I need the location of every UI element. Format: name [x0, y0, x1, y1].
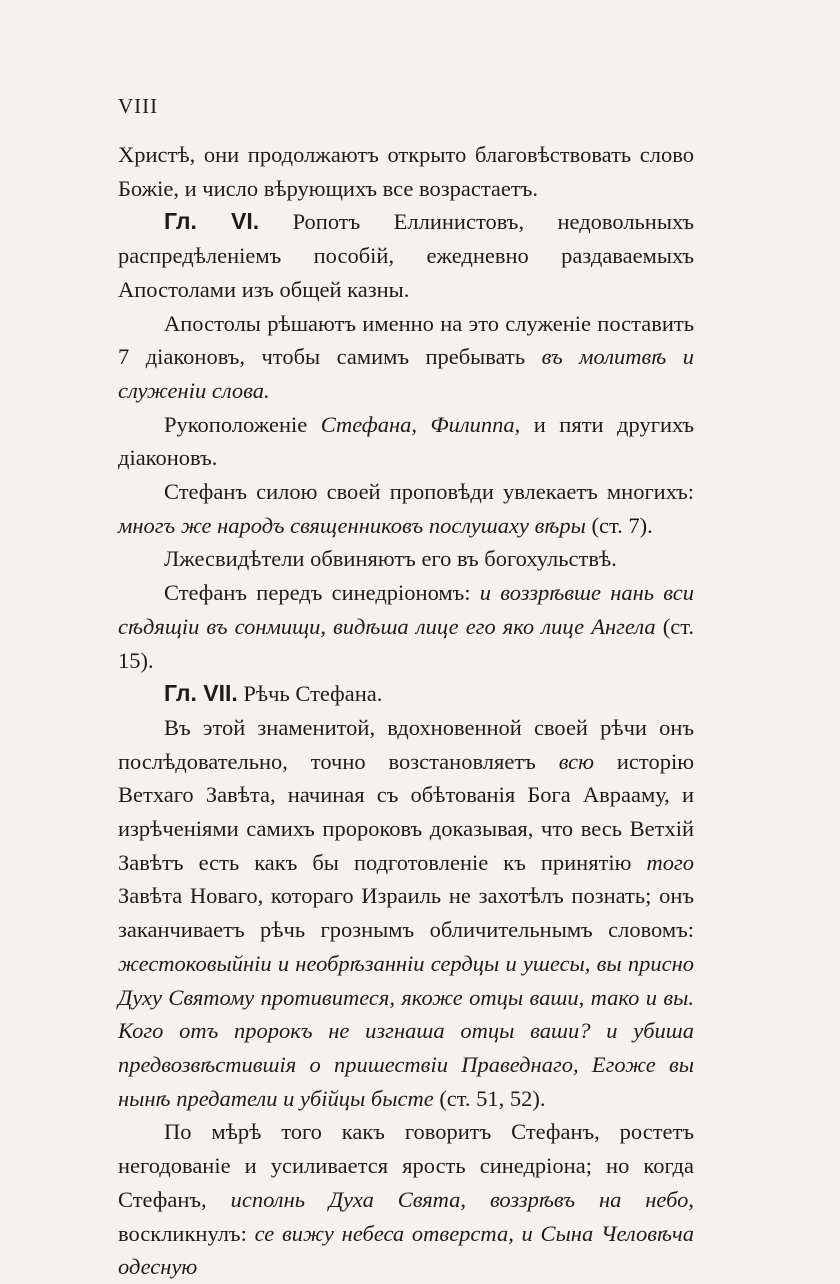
paragraph-9-text-a: Въ этой знаменитой, вдохновенной своей рѣчи онъ послѣдовательно, точно возстановляетъ: [118, 714, 694, 774]
paragraph-3: [118, 307, 694, 408]
chapter-7-heading: Гл. VII.: [164, 680, 238, 707]
paragraph-3-text: Апостолы рѣшаютъ именно на это служеніе поставить 7 діаконовъ, чтобы самимъ пребывать: [118, 310, 694, 370]
paragraph-7-quote: и воззрѣвше нань вси сѣдящіи въ сонмищи, видѣша лице его яко лице Ангела: [118, 580, 694, 639]
chapter-6-heading: Гл. VI.: [164, 208, 260, 235]
paragraph-chapter-6: [118, 205, 694, 306]
paragraph-10-text-a: По мѣрѣ того какъ говоритъ Стефанъ, ростетъ негодованіе и усиливается ярость синедріона; но когда Стефанъ,: [118, 1119, 694, 1212]
paragraph-chapter-7: [118, 677, 694, 711]
paragraph-6: [118, 542, 694, 576]
chapter-6-summary: Ропотъ Еллинистовъ, недовольныхъ распредѣленіемъ пособій, ежедневно раздаваемыхъ Апостолами изъ общей казны.: [118, 209, 694, 302]
paragraph-10-text-b: , воскликнулъ:: [118, 1186, 694, 1246]
paragraph-7: [118, 576, 694, 677]
chapter-7-summary: Рѣчь Стефана.: [237, 681, 383, 707]
paragraph-5-quote: многъ же народъ священниковъ послушаху вѣры: [118, 512, 586, 538]
paragraph-10-quote-2: се вижу небеса отверста, и Сына Человѣча одесную: [118, 1220, 694, 1280]
paragraph-7-text: Стефанъ передъ синедріономъ:: [164, 580, 480, 606]
paragraph-5: [118, 475, 694, 542]
paragraph-4-names: Стефана, Филиппа: [320, 411, 515, 437]
paragraph-5-text: Стефанъ силою своей проповѣди увлекаетъ многихъ:: [164, 479, 694, 505]
paragraph-7-ref: (ст. 15).: [118, 613, 694, 673]
paragraph-10: [118, 1115, 694, 1284]
paragraph-3-quote: въ молитвѣ и служеніи слова.: [118, 344, 695, 403]
paragraph-1: [118, 138, 694, 205]
paragraph-9-emph-1: всю: [558, 748, 595, 774]
paragraph-9-quote: жестоковыйніи и необрѣзанніи сердцы и ушесы, вы присно Духу Святому противитеся, якоже отцы ваши, тако и вы. Кого отъ пророкъ не изгнаша отцы ваши? и убиша предвозвѣстившія о пришествіи Праведнаго, Егоже вы нынѣ предатели и убійцы бысте: [118, 950, 694, 1111]
page-number: VIII: [118, 94, 159, 118]
paragraph-9-ref: (ст. 51, 52).: [433, 1085, 546, 1111]
paragraph-10-quote-1: исполнь Духа Свята, воззрѣвъ на небо: [230, 1186, 689, 1212]
paragraph-5-ref: (ст. 7).: [585, 512, 653, 538]
paragraph-6-text: Лжесвидѣтели обвиняютъ его въ богохульствѣ.: [164, 546, 617, 572]
paragraph-9: [118, 711, 694, 1115]
paragraph-9-text-e: Завѣта Новаго, котораго Израиль не захотѣлъ познать; онъ заканчиваетъ рѣчь грознымъ обличительнымъ словомъ:: [118, 883, 694, 943]
text-body: [118, 138, 694, 1284]
paragraph-9-text-c: исторію Ветхаго Завѣта, начиная съ обѣтованія Бога Аврааму, и изрѣченіями самихъ пророковъ доказывая, что весь Ветхій Завѣтъ есть какъ бы подготовленіе къ принятію: [118, 748, 695, 875]
paragraph-9-emph-2: того: [646, 849, 694, 875]
paragraph-1-text: Христѣ, они продолжаютъ открыто благовѣствовать слово Божіе, и число вѣрующихъ все возрастаетъ.: [118, 142, 694, 201]
paragraph-4: [118, 408, 694, 475]
paragraph-4-text-a: Рукоположеніе: [164, 411, 321, 437]
paragraph-4-text-b: , и пяти другихъ діаконовъ.: [118, 411, 695, 471]
